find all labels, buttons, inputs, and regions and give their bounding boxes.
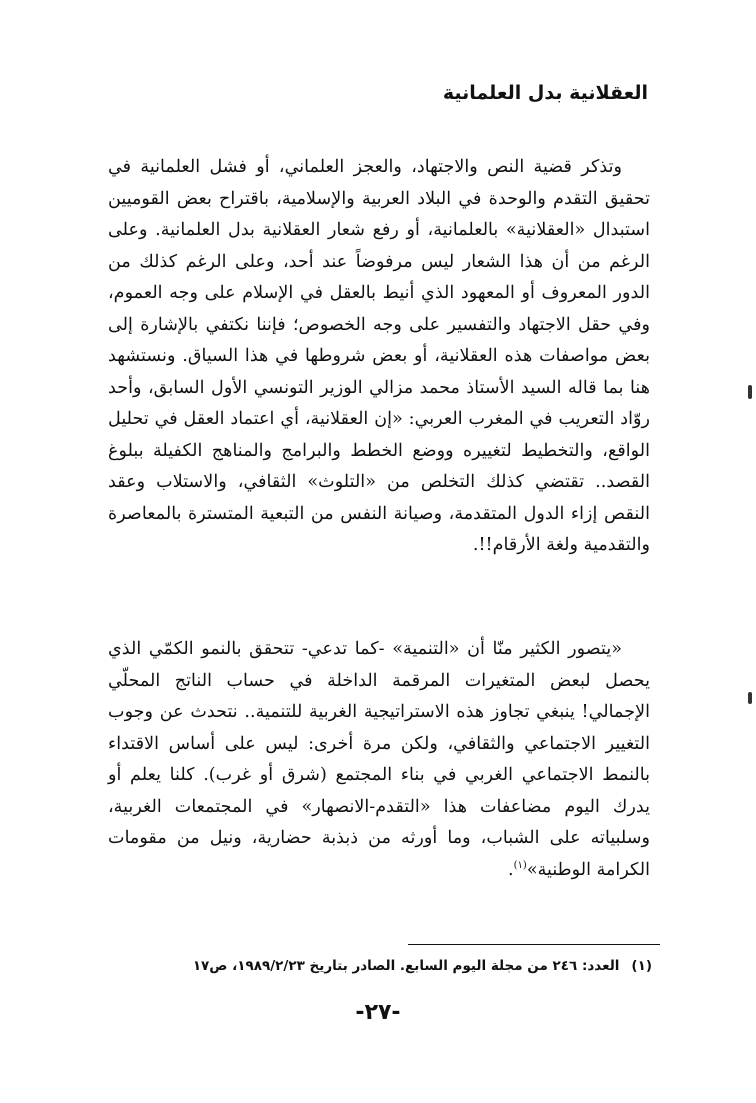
running-head: العقلانية بدل العلمانية [442,82,648,104]
paragraph-text: «يتصور الكثير منّا أن «التنمية» -كما تدعي- تتحقق بالنمو الكمّي الذي يحصل لبعض المتغيرات المرقمة الداخلة في حساب الناتج المحلّي الإجمالي! ينبغي تجاوز هذه الاستراتيجية الغربية للتنمية.. نتحدث عن وجوب التغيير الاجتماعي والثقافي، ولكن مرة أخرى: ليس على أساس الاقتداء بالنمط الاجتماعي الغربي في بناء المجتمع (شرق أو غرب). كلنا يعلم أو يدرك اليوم مضاعفات هذا «التقدم-الانصهار» في المجتمعات الغربية، وسلبياته على الشباب، وما أورثه من ذبذبة حضارية، ونيل من مقومات الكرامة الوطنية» [108,639,650,880]
footnote-separator [408,944,660,945]
paragraph-end-mark: . [508,859,514,880]
footnote-number: (١) [631,958,652,974]
paragraph-text: وتذكر قضية النص والاجتهاد، والعجز العلماني، أو فشل العلمانية في تحقيق التقدم والوحدة في البلاد العربية والإسلامية، باقتراح بعض القوميين استبدال «العقلانية» بالعلمانية، أو رفع شعار العقلانية بدل العلمانية. وعلى الرغم من أن هذا الشعار ليس مرفوضاً عند أحد، وعلى الرغم كذلك من الدور المعروف أو المعهود الذي أنيط بالعقل في الإسلام على وجه العموم، وفي حقل الاجتهاد والتفسير على وجه الخصوص؛ فإننا نكتفي بالإشارة إلى بعض مواصفات هذه العقلانية، أو بعض شروطها في هذا السياق. ونستشهد هنا بما قاله السيد الأستاذ محمد مزالي الوزير التونسي الأول السابق، وأحد روّاد التعريب في المغرب العربي: «إن العقلانية، أي اعتماد العقل في تحليل الواقع، والتخطيط لتغييره ووضع الخطط والبرامج والمناهج الكفيلة ببلوغ القصد.. تقتضي كذلك التخلص من «التلوث» الثقافي، والاستلاب وعقد النقص إزاء الدول المتقدمة، وصيانة النفس من التبعية المتسترة بالمعاصرة والتقدمية ولغة الأرقام!!. [108,157,650,555]
body-paragraph [108,152,650,562]
scan-mark [748,692,752,704]
paragraph-wrap [108,634,650,886]
footnote-reference[interactable]: (١) [513,859,527,871]
footnote [92,958,652,974]
footnote-text: العدد: ٢٤٦ من مجلة اليوم السابع. الصادر بتاريخ ١٩٨٩/٢/٢٣، ص١٧ [192,958,620,974]
page-number: -٢٧- [355,1000,401,1025]
scan-mark [748,385,752,399]
body-paragraph [108,634,650,886]
